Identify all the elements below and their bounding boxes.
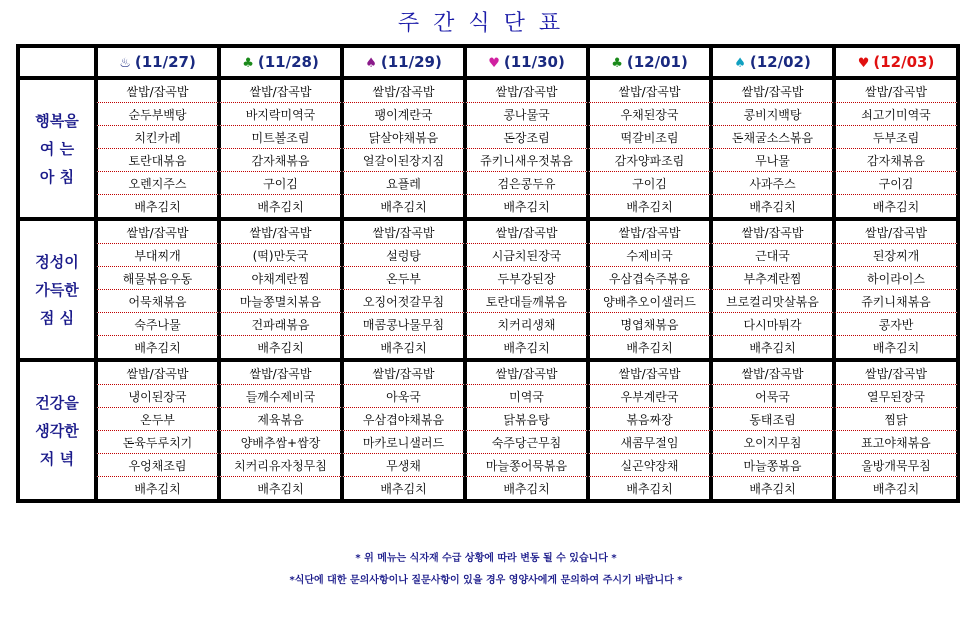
menu-item: 토란대들깨볶음 <box>465 290 588 313</box>
menu-item: 쌀밥/잡곡밥 <box>465 78 588 103</box>
menu-item: 배추김치 <box>465 336 588 360</box>
menu-row <box>18 78 958 103</box>
menu-item: 요플레 <box>342 172 465 195</box>
weekly-menu-table <box>16 44 960 503</box>
menu-row <box>18 454 958 477</box>
menu-row <box>18 385 958 408</box>
menu-item: 쌀밥/잡곡밥 <box>834 360 958 385</box>
day-header <box>588 46 711 78</box>
menu-row <box>18 149 958 172</box>
menu-item: 바지락미역국 <box>219 103 342 126</box>
day-date: (11/29) <box>380 53 442 71</box>
menu-item: 구이김 <box>588 172 711 195</box>
menu-row <box>18 267 958 290</box>
menu-item: 마늘쫑볶음 <box>711 454 834 477</box>
menu-item: 감자채볶음 <box>834 149 958 172</box>
menu-item: 수제비국 <box>588 244 711 267</box>
menu-item: 어묵채볶음 <box>96 290 219 313</box>
menu-item: 부추계란찜 <box>711 267 834 290</box>
menu-item: 감자양파조림 <box>588 149 711 172</box>
menu-item: 쌀밥/잡곡밥 <box>342 219 465 244</box>
menu-item: 실곤약장채 <box>588 454 711 477</box>
menu-item: 오이지무침 <box>711 431 834 454</box>
menu-item: 배추김치 <box>834 195 958 219</box>
menu-item: 닭볶음탕 <box>465 408 588 431</box>
menu-item: 쌀밥/잡곡밥 <box>219 360 342 385</box>
day-header <box>96 46 219 78</box>
day-date: (11/28) <box>257 53 319 71</box>
menu-item: 얼갈이된장지짐 <box>342 149 465 172</box>
day-icon: ♥ <box>857 56 870 71</box>
menu-item: 시금치된장국 <box>465 244 588 267</box>
menu-item: 숙주당근무침 <box>465 431 588 454</box>
menu-item: 검은콩두유 <box>465 172 588 195</box>
menu-item: 표고야채볶음 <box>834 431 958 454</box>
menu-item: 제육볶음 <box>219 408 342 431</box>
menu-item: 배추김치 <box>465 195 588 219</box>
menu-item: 배추김치 <box>834 477 958 501</box>
corner-cell <box>18 46 96 78</box>
menu-item: 쌀밥/잡곡밥 <box>96 78 219 103</box>
menu-item: 배추김치 <box>711 336 834 360</box>
menu-item: 배추김치 <box>219 336 342 360</box>
menu-item: 우채된장국 <box>588 103 711 126</box>
day-date: (11/27) <box>134 53 196 71</box>
menu-row <box>18 195 958 219</box>
day-date: (12/03) <box>873 53 935 71</box>
menu-item: 쌀밥/잡곡밥 <box>219 78 342 103</box>
menu-row <box>18 172 958 195</box>
menu-item: 매콤콩나물무침 <box>342 313 465 336</box>
menu-item: 찜닭 <box>834 408 958 431</box>
menu-item: 배추김치 <box>219 477 342 501</box>
menu-item: 배추김치 <box>834 336 958 360</box>
menu-item: 하이라이스 <box>834 267 958 290</box>
menu-item: 쌀밥/잡곡밥 <box>588 360 711 385</box>
menu-item: 배추김치 <box>342 477 465 501</box>
menu-item: 우엉채조림 <box>96 454 219 477</box>
menu-row <box>18 477 958 501</box>
menu-item: 오징어젓갈무침 <box>342 290 465 313</box>
day-header <box>465 46 588 78</box>
menu-item: 열무된장국 <box>834 385 958 408</box>
menu-item: 숙주나물 <box>96 313 219 336</box>
day-header <box>834 46 958 78</box>
menu-item: 쌀밥/잡곡밥 <box>465 360 588 385</box>
inquiry-notice: *식단에 대한 문의사항이나 질문사항이 있을 경우 영양사에게 문의하여 주시기 바랍니다 * <box>289 575 683 586</box>
day-icon: ♣ <box>242 56 254 71</box>
meal-label: 정성이 가득한 점 심 <box>18 219 96 360</box>
page-title: 주간식단표 <box>397 11 575 36</box>
menu-item: 쌀밥/잡곡밥 <box>96 219 219 244</box>
menu-item: 배추김치 <box>588 477 711 501</box>
menu-item: 배추김치 <box>342 195 465 219</box>
menu-item: 쌀밥/잡곡밥 <box>465 219 588 244</box>
menu-item: 우삼겹숙주볶음 <box>588 267 711 290</box>
day-header <box>342 46 465 78</box>
menu-item: 쥬키니채볶음 <box>834 290 958 313</box>
menu-item: 배추김치 <box>96 195 219 219</box>
menu-item: 된장찌개 <box>834 244 958 267</box>
menu-item: 쌀밥/잡곡밥 <box>342 360 465 385</box>
menu-item: 치커리유자청무침 <box>219 454 342 477</box>
menu-item: 사과주스 <box>711 172 834 195</box>
menu-item: 우부계란국 <box>588 385 711 408</box>
menu-item: 쌀밥/잡곡밥 <box>588 219 711 244</box>
menu-item: 치킨카레 <box>96 126 219 149</box>
menu-item: 배추김치 <box>711 477 834 501</box>
menu-item: 순두부백탕 <box>96 103 219 126</box>
menu-item: 오렌지주스 <box>96 172 219 195</box>
menu-item: 미트볼조림 <box>219 126 342 149</box>
menu-item: 어묵국 <box>711 385 834 408</box>
menu-row <box>18 244 958 267</box>
menu-item: 근대국 <box>711 244 834 267</box>
menu-row <box>18 290 958 313</box>
menu-item: 우삼겹야채볶음 <box>342 408 465 431</box>
menu-item: 쌀밥/잡곡밥 <box>96 360 219 385</box>
menu-item: 쌀밥/잡곡밥 <box>711 360 834 385</box>
day-icon: ♣ <box>611 56 623 71</box>
menu-item: 두부강된장 <box>465 267 588 290</box>
menu-item: 구이김 <box>834 172 958 195</box>
meal-label: 행복을 여 는 아 침 <box>18 78 96 219</box>
menu-row <box>18 408 958 431</box>
menu-item: 아욱국 <box>342 385 465 408</box>
menu-item: 마카로니샐러드 <box>342 431 465 454</box>
menu-item: 쌀밥/잡곡밥 <box>588 78 711 103</box>
menu-item: 콩나물국 <box>465 103 588 126</box>
menu-item: 울방개묵무침 <box>834 454 958 477</box>
menu-item: 돈장조림 <box>465 126 588 149</box>
menu-item: 쌀밥/잡곡밥 <box>711 78 834 103</box>
menu-item: 콩비지백탕 <box>711 103 834 126</box>
menu-item: 쥬키니새우젓볶음 <box>465 149 588 172</box>
menu-item: 양배추쌈+쌈장 <box>219 431 342 454</box>
menu-item: 들깨수제비국 <box>219 385 342 408</box>
menu-item: 건파래볶음 <box>219 313 342 336</box>
menu-item: 마늘쫑멸치볶음 <box>219 290 342 313</box>
menu-item: 감자채볶음 <box>219 149 342 172</box>
day-date: (12/01) <box>626 53 688 71</box>
menu-item: 무나물 <box>711 149 834 172</box>
menu-item: 양배추오이샐러드 <box>588 290 711 313</box>
menu-item: 쌀밥/잡곡밥 <box>711 219 834 244</box>
menu-item: 새콤무절임 <box>588 431 711 454</box>
menu-row <box>18 313 958 336</box>
menu-item: 치커리생채 <box>465 313 588 336</box>
menu-item: 마늘쫑어묵볶음 <box>465 454 588 477</box>
menu-row <box>18 431 958 454</box>
menu-item: 돈채굴소스볶음 <box>711 126 834 149</box>
day-header <box>219 46 342 78</box>
day-icon: ♠ <box>734 56 746 71</box>
menu-item: 두부조림 <box>834 126 958 149</box>
menu-item: 온두부 <box>342 267 465 290</box>
menu-item: 쌀밥/잡곡밥 <box>834 78 958 103</box>
menu-item: 브로컬리맛살볶음 <box>711 290 834 313</box>
menu-item: 온두부 <box>96 408 219 431</box>
day-icon: ♠ <box>365 56 377 71</box>
menu-row <box>18 360 958 385</box>
menu-item: 닭살야채볶음 <box>342 126 465 149</box>
menu-item: 냉이된장국 <box>96 385 219 408</box>
menu-item: 해물볶음우동 <box>96 267 219 290</box>
day-date: (11/30) <box>503 53 565 71</box>
menu-row <box>18 219 958 244</box>
menu-row <box>18 126 958 149</box>
day-icon: ♨ <box>119 56 131 71</box>
menu-item: 부대찌개 <box>96 244 219 267</box>
menu-item: 미역국 <box>465 385 588 408</box>
menu-item: 배추김치 <box>96 336 219 360</box>
menu-item: 배추김치 <box>711 195 834 219</box>
menu-item: 떡갈비조림 <box>588 126 711 149</box>
menu-item: 무생채 <box>342 454 465 477</box>
meal-label: 건강을 생각한 저 녁 <box>18 360 96 501</box>
menu-item: 볶음짜장 <box>588 408 711 431</box>
menu-item: 배추김치 <box>588 195 711 219</box>
menu-item: 쌀밥/잡곡밥 <box>219 219 342 244</box>
menu-row <box>18 336 958 360</box>
day-date: (12/02) <box>749 53 811 71</box>
menu-item: 다시마튀각 <box>711 313 834 336</box>
menu-item: 배추김치 <box>96 477 219 501</box>
menu-row <box>18 103 958 126</box>
menu-item: 배추김치 <box>465 477 588 501</box>
menu-item: 돈육두루치기 <box>96 431 219 454</box>
menu-item: 배추김치 <box>588 336 711 360</box>
menu-item: 설렁탕 <box>342 244 465 267</box>
menu-item: (떡)만둣국 <box>219 244 342 267</box>
menu-item: 배추김치 <box>219 195 342 219</box>
menu-change-notice: * 위 메뉴는 식자재 수급 상황에 따라 변동 될 수 있습니다 * <box>355 553 617 564</box>
menu-item: 동태조림 <box>711 408 834 431</box>
menu-item: 콩자반 <box>834 313 958 336</box>
day-header <box>711 46 834 78</box>
menu-item: 구이김 <box>219 172 342 195</box>
menu-item: 쌀밥/잡곡밥 <box>834 219 958 244</box>
menu-item: 명엽채볶음 <box>588 313 711 336</box>
menu-item: 토란대볶음 <box>96 149 219 172</box>
menu-item: 팽이계란국 <box>342 103 465 126</box>
menu-item: 야채계란찜 <box>219 267 342 290</box>
menu-item: 쇠고기미역국 <box>834 103 958 126</box>
menu-item: 배추김치 <box>342 336 465 360</box>
day-icon: ♥ <box>488 56 500 71</box>
menu-item: 쌀밥/잡곡밥 <box>342 78 465 103</box>
